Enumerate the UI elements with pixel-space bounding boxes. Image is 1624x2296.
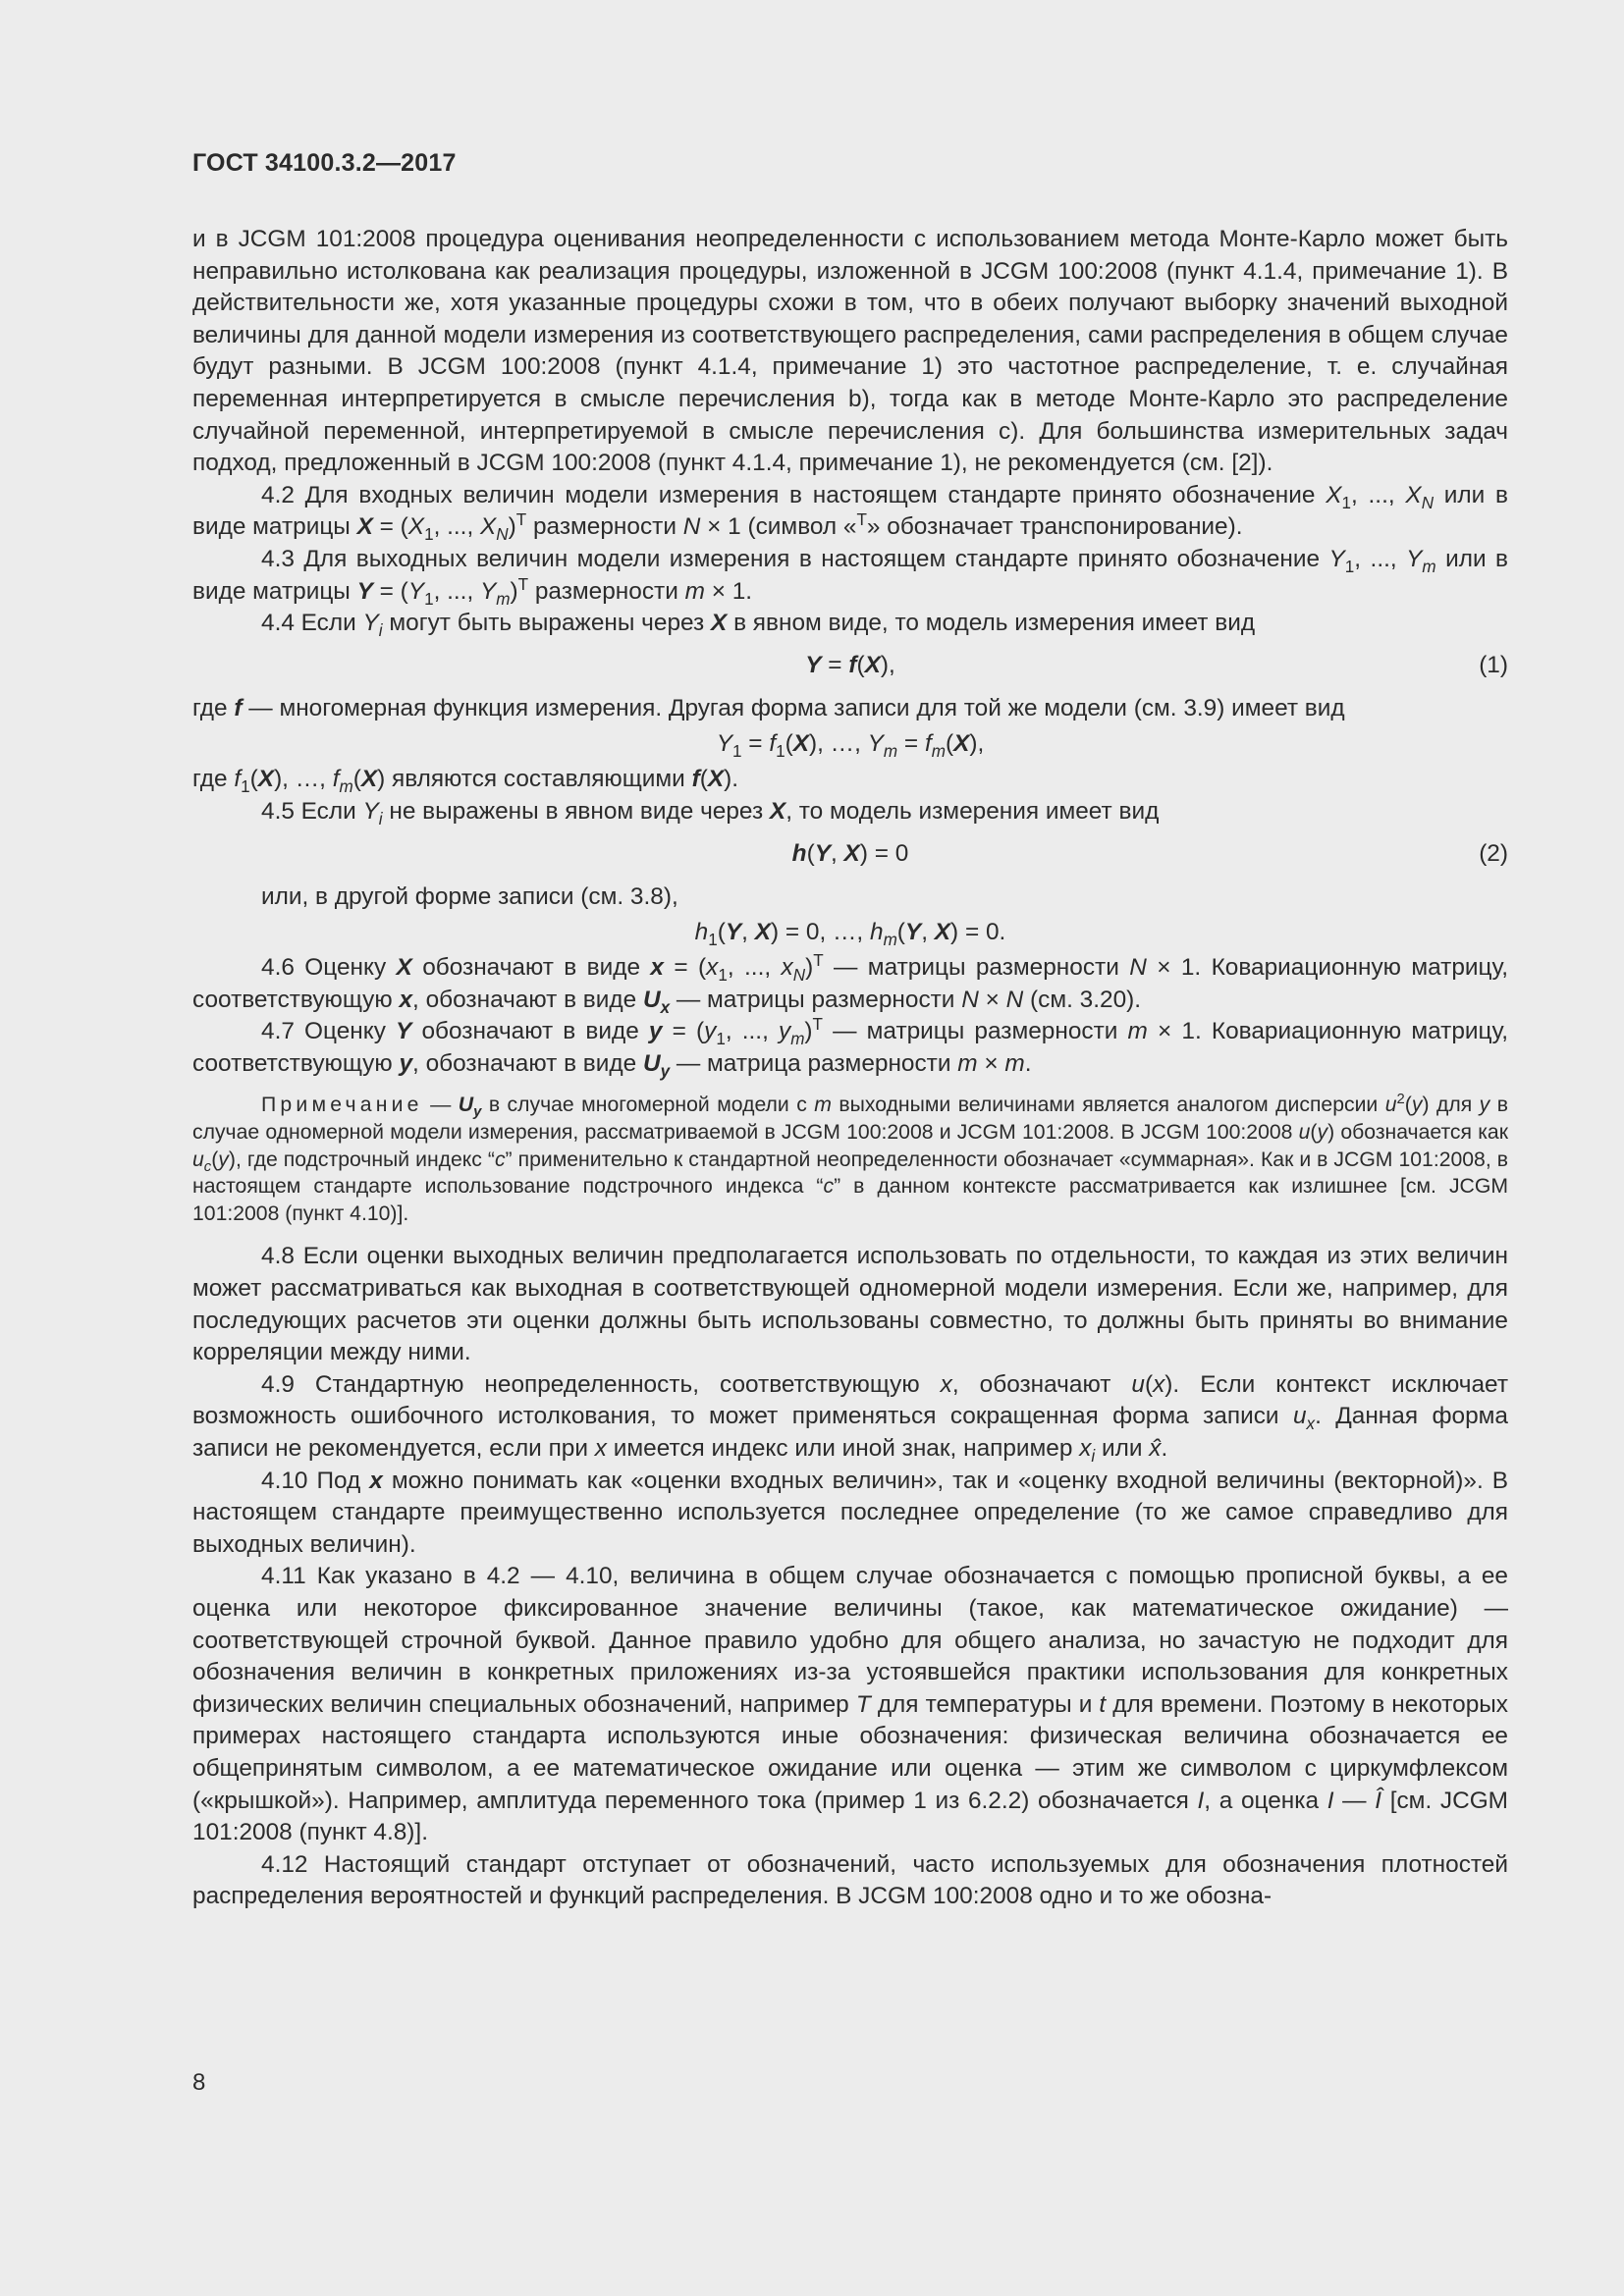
- paragraph-where-f: где f — многомерная функция измерения. Другая форма записи для той же модели (см. 3.9) имеет вид: [192, 694, 1345, 721]
- equation-2-alternative: $h_1(Y$, X) = 0, …, $h_m(Y$, X) = 0.: [694, 919, 1006, 949]
- equation-1: [192, 650, 1508, 681]
- paragraph-continuation: и в JCGM 101:2008 процедура оценивания неопределенности с использованием метода Монте-Карло может быть неправильно истолкована как реализация процедуры, изложенной в JCGM 100:2008 (пункт 4.1.4, примечание 1). В действительности же, хотя указанные процедуры схожи в том, что в обеих получают выборку значений выходной величины для данной модели измерения из соответствующего распределения, сами распределения в общем случае будут разными. В JCGM 100:2008 (пункт 4.1.4, примечание 1) это частотное распределение, т. е. случайная переменная интерпретируется в смысле перечисления b), тогда как в методе Монте-Карло это распределение случайной переменной, интерпретируемой в смысле перечисления с). Для большинства измерительных задач подход, предложенный в JCGM 100:2008 (пункт 4.1.4, примечание 1), не рекомендуется (см. [2]).: [192, 226, 1508, 477]
- page-number: 8: [192, 2069, 206, 2096]
- paragraph-4-8: 4.8 Если оценки выходных величин предполагается использовать по отдельности, то каждая из этих величин может рассматриваться как выходная в соответствующей одномерной модели измерения. Если же, например, для последующих расчетов эти оценки должны быть использованы совместно, то должны быть приняты во внимание корреляции между ними.: [192, 1243, 1508, 1366]
- equation-2: [192, 838, 1508, 870]
- paragraph-4-10: 4.10 Под x можно понимать как «оценки входных величин», так и «оценку входной величины (векторной)». В настоящем стандарте преимущественно используется последнее определение (то же самое справедливо для выходных величин).: [192, 1467, 1508, 1558]
- equation-1-alternative: $Y_1 = f_1(X)$, …, $Y_m = f_m(X)$,: [716, 730, 985, 762]
- paragraph-components: где $f_1(X)$, …, $f_m(X)$ являются составляющими f(X).: [192, 766, 739, 797]
- document-body: [192, 224, 1508, 1913]
- paragraph-4-11: 4.11 Как указано в 4.2 — 4.10, величина в общем случае обозначается с помощью прописной буквы, а ее оценка или некоторое фиксированное значение величины (такое, как математическое ожидание) — соответствующей строчной буквой. Данное правило удобно для общего анализа, но зачастую не подходит для обозначения величин в конкретных приложениях из-за устоявшейся практики использования для конкретных физических величин специальных обозначений, например T для температуры и t для времени. Поэтому в некоторых примерах настоящего стандарта используются иные обозначения: физическая величина обозначается ее общепринятым символом, а ее математическое ожидание или оценка — этим же символом с циркумфлексом («крышкой»). Например, амплитуда переменного тока (пример 1 из 6.2.2) обозначается I, а оценка I — Î [см. JCGM 101:2008 (пункт 4.8)].: [192, 1563, 1508, 1846]
- paragraph-4-9: 4.9 Стандартную неопределенность, соответствующую x, обозначают u(x). Если контекст исключает возможность ошибочного истолкования, то может применяться сокращенная форма записи $u_x$. Данная форма записи не рекомендуется, если при x имеется индекс или иной знак, например $x_i$ или x̂.: [192, 1370, 1509, 1466]
- paragraph-alt-form: или, в другой форме записи (см. 3.8),: [261, 882, 678, 910]
- paragraph-4-3: 4.3 Для выходных величин модели измерения в настоящем стандарте принято обозначение $Y_1$, ..., $Y_m$ или в виде матрицы $Y = (Y_1$, ..., $Y_m)^T$ размерности m × 1.: [192, 545, 1508, 609]
- equation-2-body: h(Y, X) = 0: [791, 839, 909, 867]
- note-paragraph: Примечание — $U_y$ в случае многомерной модели с m выходными величинами является аналогом дисперсии $u^2(y)$ для y в случае одномерной модели измерения, рассматриваемой в JCGM 100:2008 и JCGM 101:2008. В JCGM 100:2008 u(y) обозначается как $u_c(y)$, где подстрочный индекс “c” применительно к стандартной неопределенности обозначает «суммарная». Как и в JCGM 101:2008, в настоящем стандарте использование подстрочного индекса “c” в данном контексте рассматривается как излишнее [см. JCGM 101:2008 (пункт 4.10)].: [192, 1092, 1508, 1225]
- paragraph-4-7: 4.7 Оценку Y обозначают в виде $y = (y_1$, ..., $y_m)^T$ — матрицы размерности m × 1. Ковариационную матрицу, соответствующую y, обозначают в виде $U_y$ — матрица размерности m × m.: [192, 1015, 1509, 1081]
- paragraph-4-4: 4.4 Если $Y_i$ могут быть выражены через X в явном виде, то модель измерения имеет вид: [261, 610, 1256, 640]
- equation-1-number: (1): [1479, 651, 1508, 678]
- standard-header: ГОСТ 34100.3.2—2017: [192, 149, 457, 177]
- paragraph-4-12: 4.12 Настоящий стандарт отступает от обозначений, часто используемых для обозначения плотностей распределения вероятностей и функций распределения. В JCGM 100:2008 одно и то же обозна-: [192, 1850, 1508, 1910]
- equation-2-number: (2): [1479, 839, 1508, 867]
- note-label: Примечание: [261, 1094, 423, 1117]
- paragraph-4-2: 4.2 Для входных величин модели измерения в настоящем стандарте принято обозначение $X_1$, ..., $X_N$ или в виде матрицы $X = (X_1$, ..., $X_N)^T$ размерности N × 1 (символ «$^T$» обозначает транспонирование).: [192, 481, 1508, 545]
- equation-1-body: Y = f(X),: [805, 651, 895, 678]
- paragraph-4-5: 4.5 Если $Y_i$ не выражены в явном виде через X, то модель измерения имеет вид: [261, 797, 1160, 828]
- paragraph-4-6: 4.6 Оценку X обозначают в виде $x = (x_1$, ..., $x_N)^T$ — матрицы размерности N × 1. Ковариационную матрицу, соответствующую x, обозначают в виде $U_x$ — матрицы размерности N × N (см. 3.20).: [192, 950, 1509, 1017]
